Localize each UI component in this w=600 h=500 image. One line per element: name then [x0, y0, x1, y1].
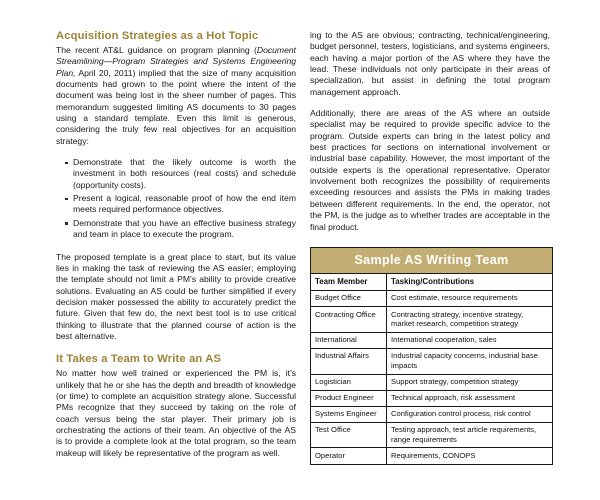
column-header-team-member: Team Member — [311, 273, 387, 290]
table-row — [311, 422, 553, 448]
table-header-row — [311, 273, 553, 290]
cell-team-member: Logistician — [311, 374, 387, 390]
cell-tasking: Industrial capacity concerns, industrial base impacts — [387, 348, 553, 374]
right-column — [310, 30, 550, 465]
column-header-tasking-contributions: Tasking/Contributions — [387, 273, 553, 290]
cell-team-member: Operator — [311, 448, 387, 464]
cell-team-member: Product Engineer — [311, 390, 387, 406]
section-heading-it-takes-a-team: It Takes a Team to Write an AS — [56, 353, 222, 366]
cell-team-member: Industrial Affairs — [311, 348, 387, 374]
paragraph-contributors-continued: ing to the AS are obvious; contracting, technical/engineering, budget personnel, testers, logisticians, and systems engineers, each having a major portion of the AS where they have the lead. These individuals not only participate in their areas of specialization, but assist in defining the total program management approach. — [310, 30, 550, 97]
sample-as-writing-team-table — [310, 247, 553, 465]
two-column-layout — [56, 30, 550, 465]
cell-team-member: Contracting Office — [311, 307, 387, 333]
cell-team-member: Systems Engineer — [311, 406, 387, 422]
cell-tasking: Support strategy, competition strategy — [387, 374, 553, 390]
heading-spacer — [56, 342, 296, 353]
cell-tasking: Cost estimate, resource requirements — [387, 290, 553, 306]
paragraph-pm-team: No matter how well trained or experienced the PM is, it’s unlikely that he or she has the depth and breadth of knowledge (or time) to complete an acquisition strategy alone. Successful PMs recognize that they succeed by taking on the role of coach versus being the star player. Their primary job is orchestrating the actions of their team. An objective of the AS is to provide a complete look at the total program, so the team makeup will likely be representative of the program as well. — [56, 368, 296, 458]
paragraph-text-part-1: The recent AT&L guidance on program planning ( — [56, 45, 257, 55]
table-row — [311, 406, 553, 422]
list-item: Present a logical, reasonable proof of how the end item meets required performance objectives. — [65, 193, 296, 216]
cell-tasking: Technical approach, risk assessment — [387, 390, 553, 406]
table-row — [311, 332, 553, 348]
cell-tasking: Configuration control process, risk control — [387, 406, 553, 422]
cell-tasking: International cooperation, sales — [387, 332, 553, 348]
cell-team-member: Test Office — [311, 422, 387, 448]
list-item: Demonstrate that you have an effective business strategy and team in place to execute the program. — [65, 218, 296, 241]
table-row — [311, 390, 553, 406]
section-heading-acquisition-strategies: Acquisition Strategies as a Hot Topic — [56, 30, 259, 42]
table-row — [311, 448, 553, 464]
italic-document-title: Document Streamlining—Program Strategies and Systems Engineering Plan, — [56, 45, 296, 78]
table-row — [311, 374, 553, 390]
cell-tasking: Testing approach, test article requirements, range requirements — [387, 422, 553, 448]
sample-as-writing-team-table-wrapper — [310, 247, 550, 465]
table-row — [311, 307, 553, 333]
paragraph-text-part-2: April 20, 2011) implied that the size of many acquisition documents had grown to the point where the intent of the document was being lost in the sheer number of pages. This memorandum suggested limiting AS documents to 30 pages using a standard template. Even this limit is generous, considering the truly few real objectives for an acquisition strategy: — [56, 67, 296, 146]
table-title: Sample AS Writing Team — [311, 247, 553, 273]
left-column — [56, 30, 296, 465]
cell-team-member: Budget Office — [311, 290, 387, 306]
table-body — [311, 290, 553, 464]
table-row — [311, 290, 553, 306]
cell-tasking: Contracting strategy, incentive strategy, market research, competition strategy — [387, 307, 553, 333]
table-row — [311, 348, 553, 374]
paragraph-outside-specialists: Additionally, there are areas of the AS where an outside specialist may be required to provide specific advice to the program. Outside experts can bring in the latest policy and best practices for sections on international involvement or industrial base capability. However, the most important of the outside experts is the operational representative. Operator involvement both recognizes the possibility of requirements exceeding resources and assists the PMs in making trades between different requirements. In the end, the operator, not the PM, is the judge as to whether trades are acceptable in the final product. — [310, 108, 550, 232]
table-title-row — [311, 247, 553, 273]
cell-team-member: International — [311, 332, 387, 348]
list-item: Demonstrate that the likely outcome is worth the investment in both resources (real costs) and schedule (opportunity costs). — [65, 157, 296, 191]
objectives-bullet-list — [56, 157, 296, 240]
paragraph-at-l-guidance — [56, 45, 296, 147]
cell-tasking: Requirements, CONOPS — [387, 448, 553, 464]
paragraph-proposed-template: The proposed template is a great place to start, but its value lies in making the task of reviewing the AS easier; employing the template should not limit a PM’s ability to provide creative solutions. Evaluating an AS could be further simplified if every decision maker possessed the ability to accurately predict the future. Given that few do, the next best tool is to use critical thinking to illustrate that the planned course of action is the best alternative. — [56, 251, 296, 341]
